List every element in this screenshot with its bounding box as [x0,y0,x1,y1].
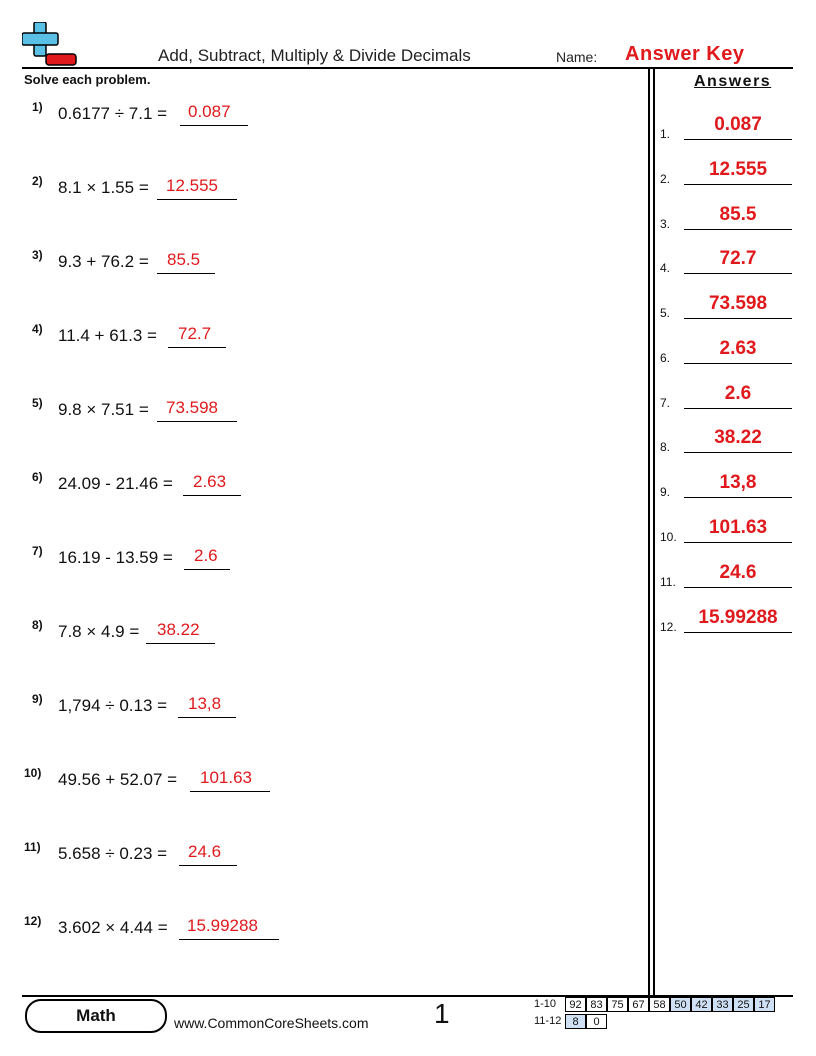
problem-answer: 85.5 [167,250,201,269]
score-row-label: 11-12 [534,1015,562,1027]
problem-expression: 11.4 + 61.3 = [58,326,157,345]
answer-line [157,421,237,422]
answer-number: 9. [660,485,671,499]
problem-answer: 38.22 [157,620,200,639]
answer-line [179,865,237,866]
answer-number: 12. [660,620,677,634]
answer-line [684,363,792,364]
answer-line [684,273,792,274]
problem-number: 1) [32,100,43,114]
answer-key-label: Answer Key [625,43,745,65]
answer-number: 6. [660,351,671,365]
problem-answer: 12.555 [166,176,218,195]
answer-line [684,229,792,230]
page-number: 1 [434,998,450,1029]
answer-line [684,587,792,588]
problem-number: 6) [32,470,43,484]
problem-expression: 9.8 × 7.51 = [58,400,149,419]
score-row-label: 1-10 [534,998,557,1010]
answer-line [684,632,792,633]
subject-badge: Math [25,999,167,1033]
answer-value: 72.7 [719,248,757,269]
answer-line [684,408,792,409]
answer-row-8 [660,425,792,457]
answer-line [168,347,226,348]
problem-answer: 72.7 [178,324,212,343]
answer-row-5 [660,291,792,323]
problem-number: 11) [24,840,41,854]
answer-row-6 [660,336,792,368]
problem-expression: 49.56 + 52.07 = [58,770,178,789]
problem-number: 8) [32,618,43,632]
site-url: www.CommonCoreSheets.com [174,1015,369,1031]
answer-row-12 [660,605,792,637]
answer-value: 85.5 [719,204,757,225]
answer-line [146,643,215,644]
problem-expression: 16.19 - 13.59 = [58,548,173,567]
header-rule [22,67,793,69]
answer-line [684,184,792,185]
answer-value: 73.598 [708,293,768,314]
problem-number: 5) [32,396,43,410]
answer-line [157,273,215,274]
answer-line [183,495,241,496]
instructions: Solve each problem. [24,72,151,87]
score-cell: 58 [649,997,670,1012]
answer-line [184,569,230,570]
problem-expression: 0.6177 ÷ 7.1 = [58,104,168,123]
answer-row-4 [660,246,792,278]
answer-number: 10. [660,530,677,544]
problem-expression: 1,794 ÷ 0.13 = [58,696,168,715]
answer-number: 1. [660,127,671,141]
problem-answer: 0.087 [188,102,231,121]
answer-row-7 [660,381,792,413]
answer-value: 2.6 [724,383,752,404]
answer-value: 101.63 [708,517,768,538]
answer-line [157,199,237,200]
answer-number: 7. [660,396,671,410]
name-label: Name: [556,49,598,65]
answer-value: 2.63 [719,338,757,359]
problem-number: 3) [32,248,43,262]
answer-number: 5. [660,306,671,320]
answer-line [684,139,792,140]
problem-expression: 7.8 × 4.9 = [58,622,140,641]
problem-answer: 73.598 [166,398,218,417]
score-cell: 25 [733,997,754,1012]
problem-answer: 13,8 [188,694,222,713]
answer-value: 24.6 [719,562,757,583]
problem-answer: 2.63 [193,472,227,491]
problem-answer: 24.6 [188,842,222,861]
score-cell: 50 [670,997,691,1012]
column-divider-left [648,67,650,995]
answer-row-10 [660,515,792,547]
score-cell: 67 [628,997,649,1012]
answer-line [684,497,792,498]
answer-value: 12.555 [708,159,768,180]
problem-number: 9) [32,692,43,706]
problem-number: 2) [32,174,43,188]
answer-number: 11. [660,575,676,589]
answer-row-3 [660,202,792,234]
score-cell: 33 [712,997,733,1012]
problem-answer: 2.6 [194,546,218,565]
problem-number: 7) [32,544,43,558]
score-cell: 92 [565,997,586,1012]
answer-line [178,717,236,718]
answer-line [180,125,248,126]
answer-number: 8. [660,440,671,454]
problem-expression: 5.658 ÷ 0.23 = [58,844,168,863]
score-cell: 0 [586,1014,607,1029]
answer-line [190,791,270,792]
problem-expression: 8.1 × 1.55 = [58,178,149,197]
score-cell: 8 [565,1014,586,1029]
problem-expression: 24.09 - 21.46 = [58,474,173,493]
problem-number: 12) [24,914,42,928]
answer-row-2 [660,157,792,189]
answer-value: 38.22 [714,427,762,448]
score-cell: 75 [607,997,628,1012]
problem-expression: 9.3 + 76.2 = [58,252,149,271]
answer-number: 3. [660,217,671,231]
answer-number: 2. [660,172,671,186]
problem-number: 10) [24,766,42,780]
answer-value: 13,8 [719,472,757,493]
score-cell: 83 [586,997,607,1012]
answer-line [179,939,279,940]
answers-heading: Answers [694,73,772,90]
answer-row-9 [660,470,792,502]
problem-expression: 3.602 × 4.44 = [58,918,168,937]
problem-answer: 15.99288 [187,916,258,935]
answer-value: 0.087 [714,114,762,135]
column-divider-right [653,67,655,995]
answer-number: 4. [660,261,671,275]
answer-value: 15.99288 [698,607,778,628]
worksheet-title: Add, Subtract, Multiply & Divide Decimals [158,46,471,65]
answer-line [684,542,792,543]
plus-minus-logo-icon [22,22,78,68]
problem-number: 4) [32,322,43,336]
score-cell: 17 [754,997,775,1012]
answer-line [684,452,792,453]
answer-row-1 [660,112,792,144]
score-cell: 42 [691,997,712,1012]
problem-answer: 101.63 [200,768,252,787]
answer-line [684,318,792,319]
answer-row-11 [660,560,792,592]
